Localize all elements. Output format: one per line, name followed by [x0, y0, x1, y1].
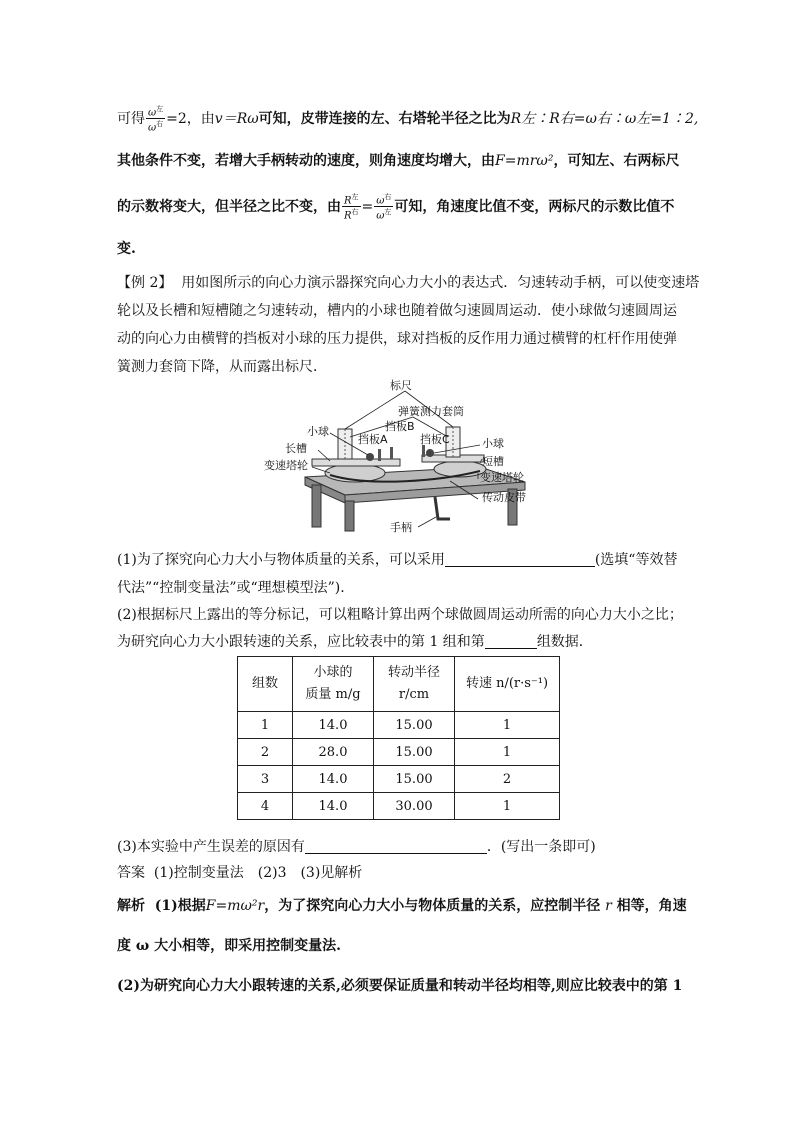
radius-ratio-fraction — [342, 192, 361, 222]
long-groove — [312, 459, 400, 466]
intro-text: ，可知左、右两标尺 — [553, 153, 680, 169]
intro-text: 的示数将变大，但半径之比不变，由 — [117, 198, 341, 215]
cell: 1 — [455, 712, 560, 739]
label-baffle-b: 挡板B — [385, 420, 415, 433]
fraction-numerator: ω — [148, 107, 157, 119]
label-ball-right: 小球 — [482, 437, 504, 450]
label-baffle-a: 挡板A — [358, 433, 388, 446]
formula: F=mω²r — [205, 898, 265, 914]
intro-text: 可知，皮带连接的左、右塔轮半径之比为 — [258, 110, 511, 127]
baffle-a — [378, 449, 381, 461]
q2-text: 组数据． — [536, 634, 593, 650]
table-row — [238, 739, 560, 766]
q1-text: (1)为了探究向心力大小与物体质量的关系，可以采用 — [117, 552, 445, 568]
cell: 15.00 — [374, 712, 455, 739]
q2-line-1: (2)根据标尺上露出的等分标记，可以粗略计算出两个球做圆周运动所需的向心力大小之比； — [117, 607, 683, 623]
header-mass-line-1: 小球的 — [313, 665, 353, 680]
q2-text: 为研究向心力大小跟转速的关系，应比较表中的第 1 组和第 — [117, 634, 485, 650]
label-pulley-right: 变速塔轮 — [480, 471, 524, 484]
analysis-text: 相等，角速 — [616, 898, 687, 914]
cell: 4 — [238, 793, 293, 820]
intro-line-3: 的示数将变大，但半径之比不变，由 $\frac{R^左}{R^右}$ = $\frac{\omega^右}{\omega^左}$ 可知，角速度比值不变，两标尺的示数比值不 — [117, 193, 675, 222]
q1-text: (选填“等效替 — [594, 552, 678, 568]
header-speed: 转速 n/(r·s⁻¹) — [455, 657, 560, 712]
cell: 2 — [455, 766, 560, 793]
centripetal-force-apparatus-figure — [250, 377, 560, 537]
example-line-3: 动的向心力由横臂的挡板对小球的压力提供，球对挡板的反作用力通过横臂的杠杆作用使弹 — [117, 331, 677, 347]
answer-blank[interactable] — [445, 552, 595, 567]
fraction-denominator-sup: 左 — [384, 208, 392, 217]
analysis-text: ，为了探究向心力大小与物体质量的关系，应控制半径 — [264, 898, 601, 914]
cell: 30.00 — [374, 793, 455, 820]
label-handle: 手柄 — [390, 521, 412, 534]
right-ball — [426, 449, 434, 457]
intro-text: 可得 — [117, 110, 145, 127]
analysis-line-1 — [117, 895, 687, 915]
table-header-row — [238, 657, 560, 712]
cell: 28.0 — [293, 739, 374, 766]
cell: 14.0 — [293, 793, 374, 820]
cell: 1 — [455, 739, 560, 766]
cell: 14.0 — [293, 766, 374, 793]
formula: v＝Rω — [214, 110, 259, 127]
label-belt: 传动皮带 — [482, 491, 526, 504]
analysis-line-3: (2)为研究向心力大小跟转速的关系,必须要保证质量和转动半径均相等,则应比较表中的第 1 — [117, 978, 683, 994]
label-ruler: 标尺 — [390, 379, 412, 392]
header-group: 组数 — [238, 657, 293, 712]
example-line-1 — [117, 272, 699, 292]
omega-ratio-fraction — [146, 104, 165, 134]
q3-text: (3)本实验中产生误差的原因有 — [117, 839, 305, 855]
handle — [435, 497, 450, 519]
table-row — [238, 712, 560, 739]
cell: 15.00 — [374, 739, 455, 766]
cell: 15.00 — [374, 766, 455, 793]
table-row — [238, 766, 560, 793]
fraction-numerator-sup: 左 — [156, 105, 164, 113]
formula: r — [605, 898, 612, 914]
example-text: 用如图所示的向心力演示器探究向心力大小的表达式．匀速转动手柄，可以使变速塔 — [181, 275, 700, 291]
intro-line-2 — [117, 150, 679, 170]
formula: R左∶R右=ω右∶ω左=1∶2, — [510, 110, 699, 127]
fraction-denominator-sup: 右 — [351, 208, 359, 217]
cell: 1 — [238, 712, 293, 739]
q1-line-2: 代法”“控制变量法”或“理想模型法”). — [117, 580, 345, 596]
analysis-label: 解析 — [117, 898, 145, 914]
cell: 2 — [238, 739, 293, 766]
answer-blank[interactable] — [305, 839, 487, 854]
data-table — [237, 656, 560, 820]
fraction-denominator-sup: 右 — [156, 120, 164, 129]
fraction-denominator: ω — [148, 122, 157, 134]
fraction-denominator: ω — [376, 210, 385, 222]
analysis-text: (1)根据 — [154, 898, 206, 914]
cell: 1 — [455, 793, 560, 820]
table-leg — [345, 501, 354, 531]
answer-text: (1)控制变量法 (2)3 (3)见解析 — [153, 865, 363, 881]
q1-line-1 — [117, 549, 677, 569]
label-short-groove: 短槽 — [482, 455, 504, 468]
header-radius-line-2: r/cm — [398, 687, 430, 702]
label-baffle-c: 挡板C — [420, 433, 450, 446]
intro-text: 其他条件不变，若增大手柄转动的速度，则角速度均增大，由 — [117, 153, 495, 169]
omega-ratio-fraction-2 — [374, 192, 393, 222]
baffle-c — [422, 445, 425, 457]
fraction-numerator-sup: 左 — [351, 193, 359, 201]
header-radius-line-1: 转动半径 — [387, 665, 440, 680]
answer-line — [117, 862, 362, 882]
cell: 14.0 — [293, 712, 374, 739]
fraction-numerator: R — [344, 195, 352, 207]
q3-line — [117, 836, 596, 856]
fraction-numerator: ω — [376, 195, 385, 207]
q2-line-2 — [117, 631, 593, 651]
example-line-2: 轮以及长槽和短槽随之匀速转动，槽内的小球也随着做匀速圆周运动．使小球做匀速圆周运 — [117, 303, 677, 319]
fraction-denominator: R — [344, 210, 352, 222]
baffle-b — [390, 447, 393, 459]
example-line-4: 簧测力套筒下降，从而露出标尺． — [117, 359, 327, 375]
header-mass — [293, 657, 374, 712]
intro-text: 可知，角速度比值不变，两标尺的示数比值不 — [394, 198, 675, 215]
header-radius — [374, 657, 455, 712]
fraction-numerator-sup: 右 — [384, 193, 392, 201]
header-mass-line-2: 质量 m/g — [305, 687, 361, 702]
table-row — [238, 793, 560, 820]
label-spring-sleeve: 弹簧测力套筒 — [398, 405, 464, 418]
intro-line-4: 变. — [117, 241, 136, 257]
intro-text: =2，由 — [166, 110, 215, 127]
label-long-groove: 长槽 — [285, 442, 307, 455]
label-ball-left: 小球 — [307, 425, 329, 438]
intro-line-1 — [117, 104, 698, 134]
analysis-line-2: 度 ω 大小相等，即采用控制变量法. — [117, 938, 341, 954]
label-pulley-left: 变速塔轮 — [264, 459, 308, 472]
answer-blank[interactable] — [485, 634, 537, 649]
table-leg — [312, 485, 321, 527]
q3-text: ．(写出一条即可) — [486, 839, 596, 855]
cell: 3 — [238, 766, 293, 793]
answer-label: 答案 — [117, 865, 145, 881]
example-label: 【例 2】 — [117, 275, 173, 291]
formula: F=mrω² — [495, 153, 554, 169]
